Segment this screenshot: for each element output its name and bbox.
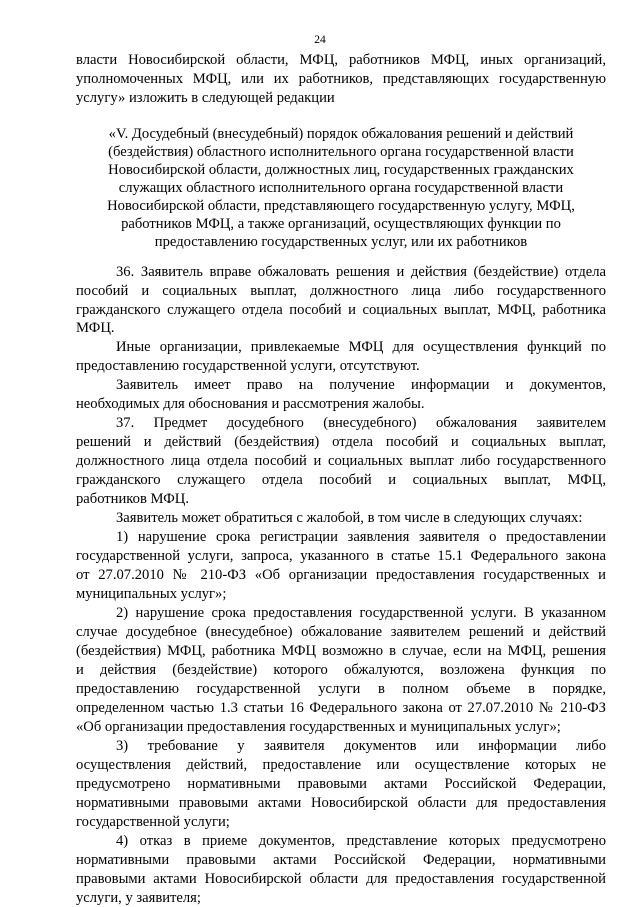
text-line: предусмотрено нормативными правовыми актами Российской Федерации, <box>76 776 606 792</box>
text-line: Заявитель имеет право на получение информации и документов, <box>116 377 606 393</box>
text-line: и действия (бездействие) которого обжалуются, возложена функция по <box>76 662 606 678</box>
text-line: муниципальных услуг»; <box>76 586 227 602</box>
text-line: гражданского служащего отдела пособий и социальных выплат, МФЦ, <box>76 472 606 488</box>
text-line: решений и действий (бездействия) отдела пособий и социальных выплат, <box>76 434 606 450</box>
text-line: Иные организации, привлекаемые МФЦ для осуществления функций по <box>116 339 606 355</box>
text-line: услугу» изложить в следующей редакции <box>76 90 335 106</box>
text-line: «V. Досудебный (внесудебный) порядок обжалования решений и действий <box>108 126 574 142</box>
text-line: гражданского служащего отдела пособий и социальных выплат, МФЦ, работника <box>76 302 606 318</box>
text-line: услуги, у заявителя; <box>76 890 201 906</box>
text-line: 4) отказ в приеме документов, представление которых предусмотрено <box>116 833 606 849</box>
text-line: предоставлению государственной услуги в полном объеме в порядке, <box>76 681 606 697</box>
text-line: случае досудебное (внесудебное) обжалование заявителем решений и действий <box>76 624 606 640</box>
text-line: правовыми актами Новосибирской области для предоставления государственной <box>76 871 606 887</box>
text-line: пособий и социальных выплат, должностного лица либо государственного <box>76 283 606 299</box>
text-line: от 27.07.2010 № 210-ФЗ «Об организации предоставления государственных и <box>76 567 606 583</box>
text-line: Новосибирской области, должностных лиц, государственных гражданских <box>108 162 574 178</box>
text-line: нормативными правовыми актами Новосибирской области для предоставления <box>76 795 606 811</box>
text-line: власти Новосибирской области, МФЦ, работников МФЦ, иных организаций, <box>76 52 606 68</box>
text-line: служащих областного исполнительного органа государственной власти <box>118 180 564 196</box>
text-line: 2) нарушение срока предоставления государственной услуги. В указанном <box>116 605 606 621</box>
text-line: предоставлению государственной услуги, отсутствуют. <box>76 358 420 374</box>
text-line: должностного лица отдела пособий и социальных выплат либо государственного <box>76 453 606 469</box>
page-number: 24 <box>314 34 326 46</box>
text-line: 1) нарушение срока регистрации заявления заявителя о предоставлении <box>116 529 606 545</box>
text-line: нормативными правовыми актами Российской Федерации, нормативными <box>76 852 606 868</box>
text-line: Заявитель может обратиться с жалобой, в том числе в следующих случаях: <box>116 510 583 526</box>
text-line: государственной услуги; <box>76 814 230 830</box>
text-line: осуществления действий, предоставление или осуществление которых не <box>76 757 606 773</box>
text-line: Новосибирской области, представляющего государственную услугу, МФЦ, <box>107 198 575 214</box>
text-line: (бездействия) областного исполнительного органа государственной власти <box>108 144 574 160</box>
text-line: 37. Предмет досудебного (внесудебного) обжалования заявителем <box>116 415 606 431</box>
text-line: МФЦ. <box>76 320 115 336</box>
text-line: работников МФЦ, а также организаций, осуществляющих функции по <box>121 216 561 232</box>
text-line: предоставлению государственных услуг, или их работников <box>154 234 528 250</box>
text-line: государственной услуги, запроса, указанного в статье 15.1 Федерального закона <box>76 548 606 564</box>
text-line: необходимых для обоснования и рассмотрения жалобы. <box>76 396 425 412</box>
text-line: 36. Заявитель вправе обжаловать решения и действия (бездействие) отдела <box>116 264 606 280</box>
text-line: уполномоченных МФЦ, или их работников, представляющих государственную <box>76 71 606 87</box>
text-line: (бездействия) МФЦ, работника МФЦ возможно в случае, если на МФЦ, решения <box>76 643 606 659</box>
text-line: определенном частью 1.3 статьи 16 Федерального закона от 27.07.2010 № 210-ФЗ <box>76 700 606 716</box>
text-line: «Об организации предоставления государственных и муниципальных услуг»; <box>76 719 561 735</box>
text-line: работников МФЦ. <box>76 491 189 507</box>
text-line: 3) требование у заявителя документов или информации либо <box>116 738 606 754</box>
